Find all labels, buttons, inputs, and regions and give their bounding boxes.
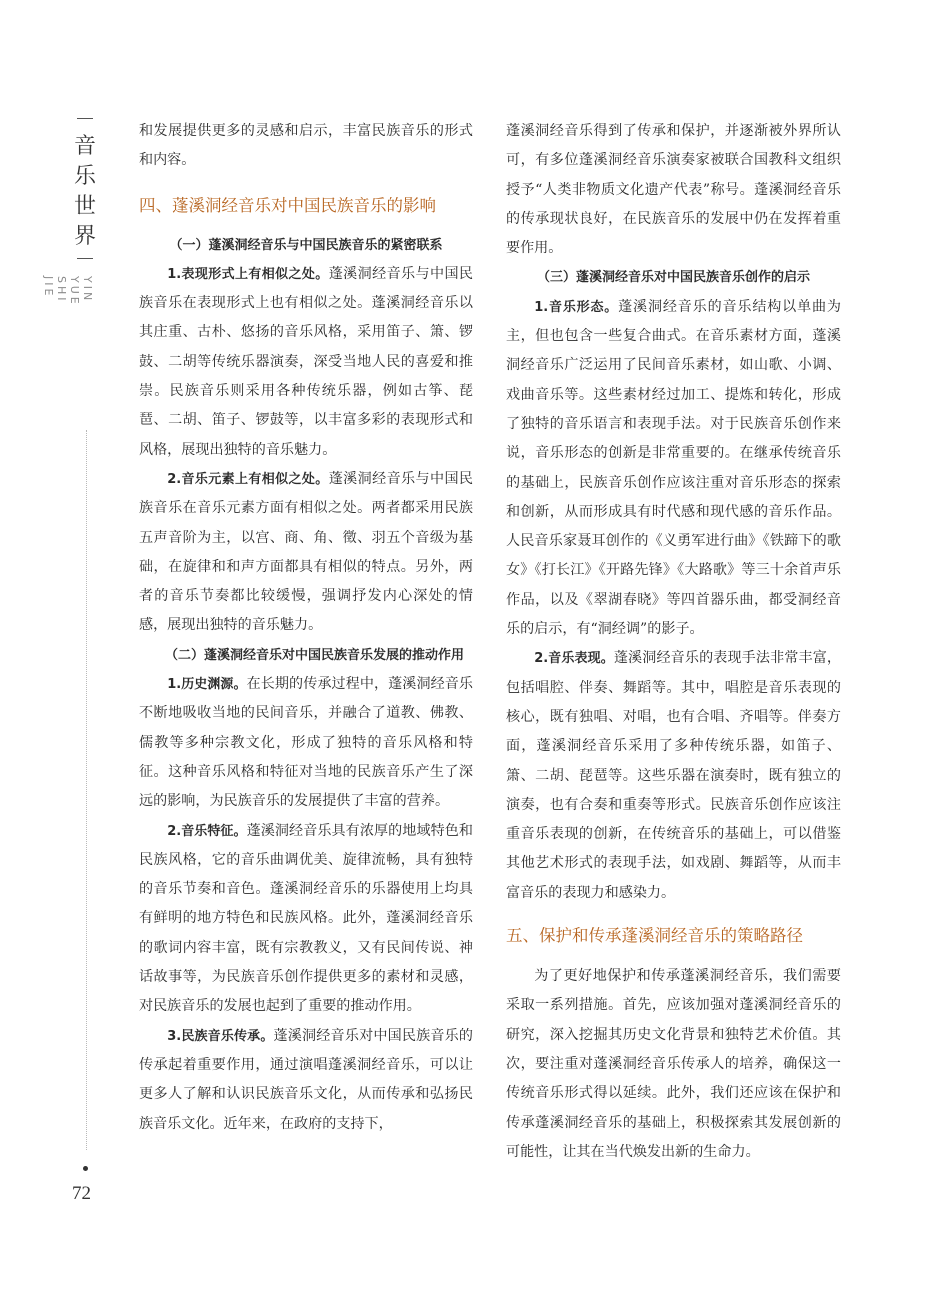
- paragraph-body: 蓬溪洞经音乐与中国民族音乐在音乐元素方面有相似之处。两者都采用民族五声音阶为主，以宫、商、角、徵、羽五个音级为基础，在旋律和和声方面都具有相似的特点。另外，两者的音乐节奏都比较缓慢，强调抒发内心深处的情感，展现出独特的音乐魅力。: [139, 470, 474, 634]
- paragraph-label: 3.民族音乐传承。: [167, 1028, 274, 1044]
- paragraph-continuation: 和发展提供更多的灵感和启示，丰富民族音乐的形式和内容。: [139, 123, 473, 169]
- paragraph-body: 蓬溪洞经音乐对中国民族音乐的传承起着重要作用，通过演唱蓬溪洞经音乐，可以让更多人了解和认识民族音乐文化，从而传承和弘扬民族音乐文化。近年来，在政府的支持下，: [139, 1027, 474, 1132]
- page-number: 72: [72, 1183, 91, 1204]
- paragraph-body: 蓬溪洞经音乐的表现手法非常丰富，包括唱腔、伴奏、舞蹈等。其中，唱腔是音乐表现的核心，既有独唱、对唱，也有合唱、齐唱等。伴奏方面，蓬溪洞经音乐采用了多种传统乐器，如笛子、箫、二胡、琵琶等。这些乐器在演奏时，既有独立的演奏，也有合奏和重奏等形式。民族音乐创作应该注重音乐表现的创新，在传统音乐的基础上，可以借鉴其他艺术形式的表现手法，如戏剧、舞蹈等，从而丰富音乐的表现力和感染力。: [506, 650, 842, 901]
- paragraph-label: 2.音乐元素上有相似之处。: [167, 471, 329, 487]
- sidebar-rule-top: [77, 118, 93, 119]
- page-number-dot: [83, 1166, 88, 1171]
- journal-title-char: 乐: [74, 164, 97, 189]
- paragraph: [139, 260, 473, 465]
- paragraph: [139, 1022, 473, 1139]
- journal-title-char: 世: [74, 194, 97, 219]
- journal-title: [74, 132, 98, 252]
- subsection-1-heading: （一）蓬溪洞经音乐与中国民族音乐的紧密联系: [169, 237, 443, 253]
- paragraph-body: 蓬溪洞经音乐与中国民族音乐在表现形式上也有相似之处。蓬溪洞经音乐以其庄重、古朴、悠扬的音乐风格，采用笛子、箫、锣鼓、二胡等传统乐器演奏，深受当地人民的喜爱和推崇。民族音乐则采用各种传统乐器，例如古筝、琵琶、二胡、笛子、锣鼓等，以丰富多彩的表现形式和风格，展现出独特的音乐魅力。: [139, 265, 474, 458]
- paragraph: 为了更好地保护和传承蓬溪洞经音乐，我们需要采取一系列措施。首先，应该加强对蓬溪洞经音乐的研究，深入挖掘其历史文化背景和独特艺术价值。其次，要注重对蓬溪洞经音乐传承人的培养，确保这一传统音乐形式得以延续。此外，我们还应该在保护和传承蓬溪洞经音乐的基础上，积极探索其发展创新的可能性，让其在当代焕发出新的生命力。: [506, 968, 841, 1160]
- paragraph: [506, 293, 841, 645]
- section-4-heading: 四、蓬溪洞经音乐对中国民族音乐的影响: [139, 195, 436, 215]
- paragraph-label: 1.音乐形态。: [534, 299, 619, 315]
- paragraph: [139, 465, 473, 641]
- paragraph-label: 1.历史渊源。: [167, 677, 247, 693]
- sidebar-rule-mid: [77, 258, 93, 259]
- left-column: [139, 117, 473, 1139]
- journal-title-char: 音: [74, 134, 97, 159]
- paragraph: [506, 644, 841, 908]
- paragraph: [139, 817, 473, 1022]
- paragraph-body: 蓬溪洞经音乐具有浓厚的地域特色和民族风格，它的音乐曲调优美、旋律流畅，具有独特的音乐节奏和音色。蓬溪洞经音乐的乐器使用上均具有鲜明的地方特色和民族风格。此外，蓬溪洞经音乐的歌词内容丰富，既有宗教教义，又有民间传说、神话故事等，为民族音乐创作提供更多的素材和灵感，对民族音乐的发展也起到了重要的推动作用。: [139, 822, 474, 1015]
- right-column: [506, 117, 841, 1167]
- paragraph-label: 2.音乐表现。: [534, 651, 614, 667]
- sidebar-dotted-line: [86, 430, 87, 1150]
- subsection-3-heading: （三）蓬溪洞经音乐对中国民族音乐创作的启示: [536, 270, 810, 286]
- paragraph: [139, 670, 473, 816]
- journal-latin-title: YIN YUE SHI JIE: [42, 276, 94, 307]
- paragraph-continuation: 蓬溪洞经音乐得到了传承和保护，并逐渐被外界所认可，有多位蓬溪洞经音乐演奏家被联合国教科文组织授予“人类非物质文化遗产代表”称号。蓬溪洞经音乐的传承现状良好，在民族音乐的发展中仍在发挥着重要作用。: [506, 123, 841, 257]
- paragraph-body: 蓬溪洞经音乐的音乐结构以单曲为主，但也包含一些复合曲式。在音乐素材方面，蓬溪洞经音乐广泛运用了民间音乐素材，如山歌、小调、戏曲音乐等。这些素材经过加工、提炼和转化，形成了独特的音乐语言和表现手法。对于民族音乐创作来说，音乐形态的创新是非常重要的。在继承传统音乐的基础上，民族音乐创作应该注重对音乐形态的探索和创新，从而形成具有时代感和现代感的音乐作品。人民音乐家聂耳创作的《义勇军进行曲》《铁蹄下的歌女》《打长江》《开路先锋》《大路歌》等三十余首声乐作品，以及《翠湖春晓》等四首器乐曲，都受洞经音乐的启示，有“洞经调”的影子。: [506, 298, 842, 638]
- journal-title-char: 界: [74, 224, 97, 249]
- paragraph-body: 在长期的传承过程中，蓬溪洞经音乐不断地吸收当地的民间音乐，并融合了道教、佛教、儒教等多种宗教文化，形成了独特的音乐风格和特征。这种音乐风格和特征对当地的民族音乐产生了深远的影响，为民族音乐的发展提供了丰富的营养。: [139, 676, 474, 810]
- paragraph-label: 2.音乐特征。: [167, 823, 247, 839]
- paragraph-label: 1.表现形式上有相似之处。: [167, 266, 329, 282]
- section-5-heading: 五、保护和传承蓬溪洞经音乐的策略路径: [506, 926, 803, 946]
- subsection-2-heading: （二）蓬溪洞经音乐对中国民族音乐发展的推动作用: [165, 647, 465, 663]
